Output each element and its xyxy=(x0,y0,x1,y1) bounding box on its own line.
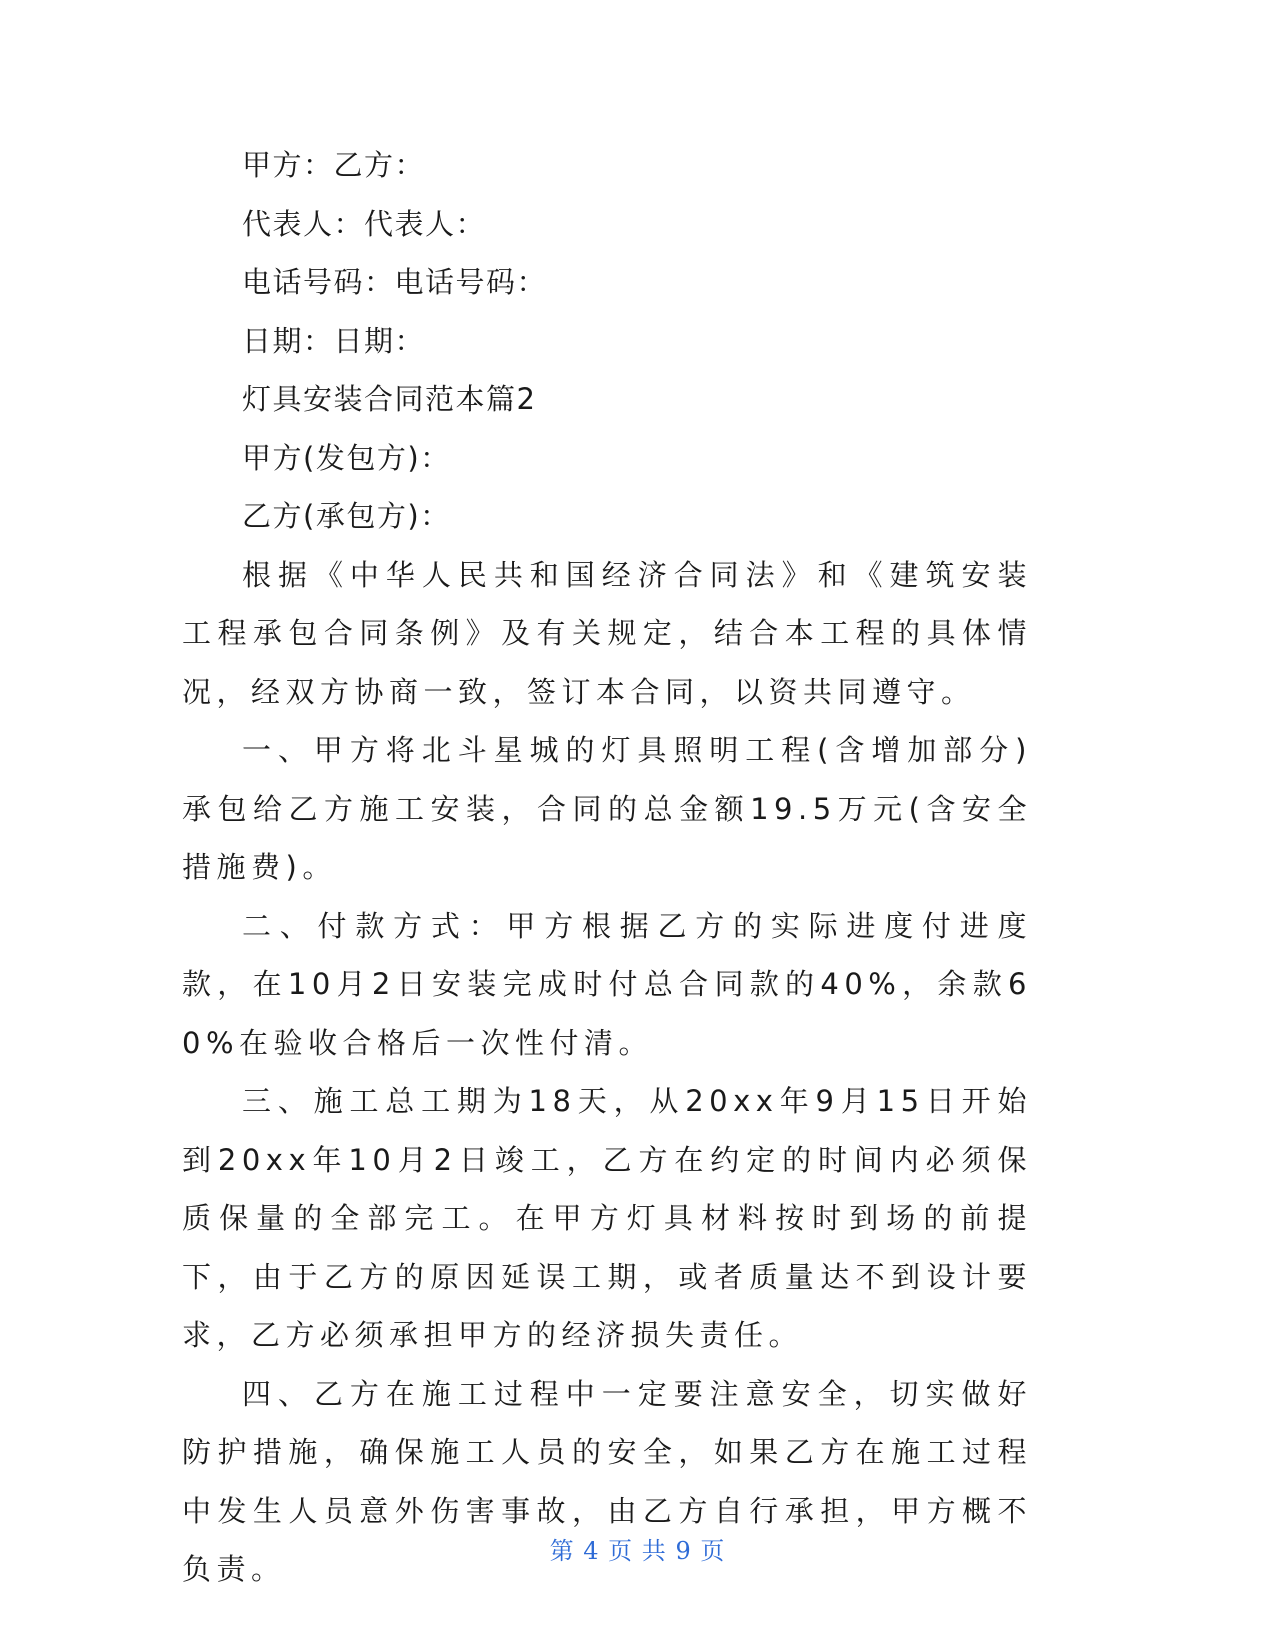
clause-1-paragraph: 一、甲方将北斗星城的灯具照明工程(含增加部分)承包给乙方施工安装，合同的总金额19.5万元(含安全措施费)。 xyxy=(182,733,1032,884)
clause-4-paragraph: 四、乙方在施工过程中一定要注意安全，切实做好防护措施，确保施工人员的安全，如果乙方在施工过程中发生人员意外伤害事故，由乙方自行承担，甲方概不负责。 xyxy=(182,1376,1032,1586)
intro-paragraph: 根据《中华人民共和国经济合同法》和《建筑安装工程承包合同条例》及有关规定，结合本工程的具体情况，经双方协商一致，签订本合同，以资共同遵守。 xyxy=(182,557,1032,709)
party-a-line: 甲方(发包方)： xyxy=(242,440,451,475)
date-line: 日期：日期： xyxy=(242,323,426,358)
section-heading: 灯具安装合同范本篇2 xyxy=(242,382,537,416)
party-names-line: 甲方：乙方： xyxy=(242,148,426,182)
representative-line: 代表人：代表人： xyxy=(242,206,487,241)
page-number-footer: 第 4 页 共 9 页 xyxy=(549,1537,726,1565)
clause-3-paragraph: 三、施工总工期为18天，从20xx年9月15日开始到20xx年10月2日竣工，乙方在约定的时间内必须保质保量的全部完工。在甲方灯具材料按时到场的前提下，由于乙方的原因延误工期，或者质量达不到设计要求，乙方必须承担甲方的经济损失责任。 xyxy=(182,1084,1032,1352)
party-b-line: 乙方(承包方)： xyxy=(242,499,451,533)
phone-line: 电话号码：电话号码： xyxy=(242,265,548,299)
clause-2-paragraph: 二、付款方式：甲方根据乙方的实际进度付进度款，在10月2日安装完成时付总合同款的40%，余款60%在验收合格后一次性付清。 xyxy=(182,908,1032,1060)
document-body xyxy=(182,136,1032,1599)
